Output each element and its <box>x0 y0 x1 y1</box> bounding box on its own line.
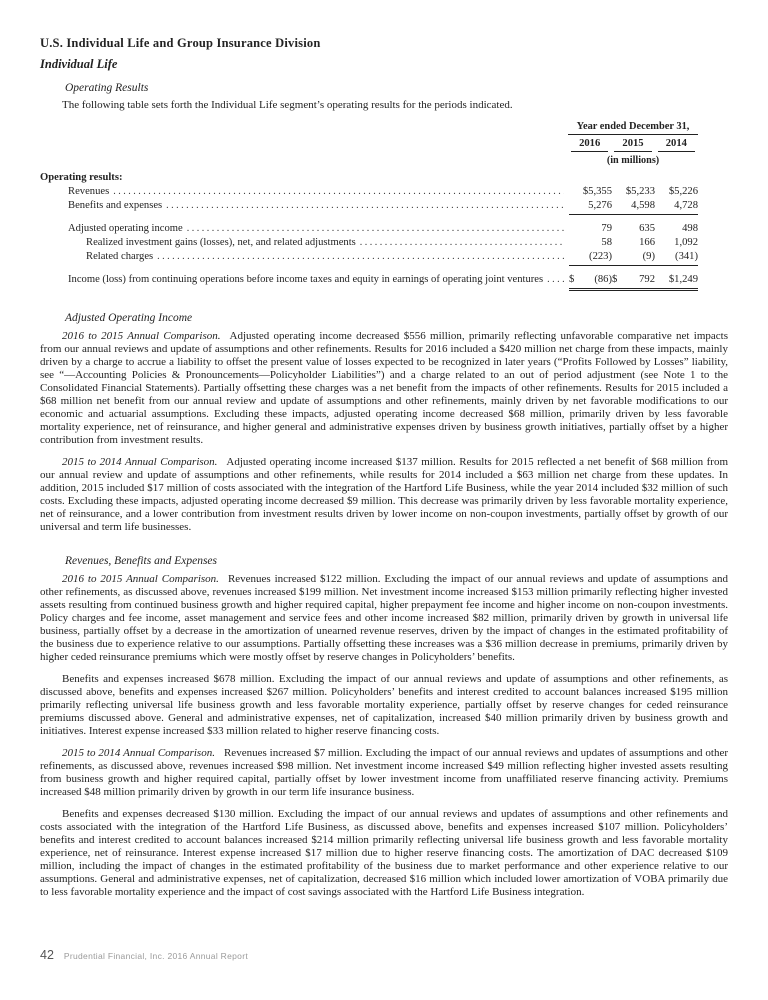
table-row <box>40 199 728 215</box>
row-value: $1,249 <box>655 273 698 291</box>
table-units-label: (in millions) <box>606 155 660 166</box>
row-value: (9) <box>612 250 655 266</box>
paragraph: 2015 to 2014 Annual Comparison. Revenues increased $7 million. Excluding the impact of our annual reviews and updates of assumptions and other refinements, as discussed above, revenues increased $98 million. Net investment income increased $49 million reflecting higher invested assets resulting from business growth and higher required capital, partially offset by lower investment income from unaffiliated reserve financing activity. Premiums increased $48 million primarily driven by growth in our term life insurance business. <box>40 747 728 798</box>
value-number: 792 <box>639 274 655 285</box>
dot-leader <box>360 236 564 249</box>
row-label <box>40 199 569 212</box>
row-label-text: Adjusted operating income <box>68 223 183 234</box>
comparison-lead-in: 2016 to 2015 Annual Comparison. <box>62 330 221 342</box>
comparison-lead-in: 2015 to 2014 Annual Comparison. <box>62 456 218 468</box>
value-number: (86) <box>594 274 612 285</box>
row-value: 498 <box>682 223 698 234</box>
table-section-label: Operating results: <box>40 172 123 183</box>
row-label-text: Related charges <box>86 251 154 262</box>
division-title: U.S. Individual Life and Group Insurance Division <box>40 36 321 50</box>
row-value: 4,598 <box>612 199 655 215</box>
paragraph: 2015 to 2014 Annual Comparison. Adjusted operating income increased $137 million. Results for 2015 reflected a net benefit of $68 million from our annual review and update of assumptions and other refinements, while results for 2014 included a $63 million net charge from these updates. In addition, 2015 included $17 million of costs associated with the integration of the Hartford Life Business, while the year 2014 included $32 million of such costs. Excluding these impacts, adjusted operating income decreased $9 million. This decrease was primarily driven by less favorable mortality experience, net of reinsurance, and a lower contribution from investment results driven by lower income on non-coupon investments, partially offset by growth of our universal and term life businesses. <box>40 456 729 533</box>
row-value <box>569 273 612 291</box>
table-header-group <box>568 120 698 167</box>
row-value: $5,226 <box>668 186 698 197</box>
row-value: 5,276 <box>569 199 612 215</box>
row-label-text: Realized investment gains (losses), net, and related adjustments <box>86 237 356 248</box>
table-row <box>40 273 728 291</box>
section-heading: Adjusted Operating Income <box>65 312 193 324</box>
row-label-text: Revenues <box>68 186 110 197</box>
row-value: (223) <box>569 250 612 266</box>
dot-leader <box>187 222 564 235</box>
table-row <box>40 222 728 235</box>
dot-leader <box>157 250 564 263</box>
comparison-lead-in: 2015 to 2014 Annual Comparison. <box>62 747 215 759</box>
table-year-header: 2015 <box>614 137 651 152</box>
row-value: 166 <box>639 237 655 248</box>
row-label <box>40 222 569 235</box>
table-row <box>40 250 728 266</box>
row-value: 1,092 <box>674 237 698 248</box>
dot-leader <box>166 199 564 212</box>
segment-title: Individual Life <box>40 57 118 71</box>
dot-leader <box>547 273 564 286</box>
row-value: (341) <box>655 250 698 266</box>
row-value: 58 <box>601 237 612 248</box>
paragraph: 2016 to 2015 Annual Comparison. Adjusted operating income decreased $556 million, primarily reflecting unfavorable comparative net impacts from our annual reviews and update of assumptions and other refinements. Results for 2016 included a $420 million net charge from these impacts, mainly driven by a charge to accrue a liability to offset the present value of losses expected to be recognized in later years (“Profits Followed by Losses” liability, see “—Accounting Policies & Pronouncements—Policyholder Liabilities”) and a charge related to an out of period adjustment (see Note 1 to the Consolidated Financial Statements). Partially offsetting these charges was a net benefit from the impacts of other refinements. Results for 2015 included a $68 million net benefit from our annual review and update of assumptions and other refinements, mainly driven by net favorable modifications to our economic and actuarial assumptions. Excluding these impacts, adjusted operating income decreased $68 million, primarily driven by less favorable mortality experience, net of reinsurance, and higher general and administrative expenses driven by business growth initiatives, partially offset by a higher contribution from investment results. <box>40 330 729 446</box>
paragraph: 2016 to 2015 Annual Comparison. Revenues increased $122 million. Excluding the impact of our annual reviews and update of assumptions and other refinements, as discussed above, revenues increased $199 million. Net investment income increased $153 million primarily reflecting higher invested assets resulting from continued business growth and higher required capital, higher prepayment fee income and higher income on non-coupon investments. Policy charges and fee income, asset management and service fees and other income increased $82 million, primarily driven by growth in universal life business, partially offset by a decrease in the amortization of unearned revenue reserves, driven by the impact of changes in the estimated profitability of the business due to experience relative to our assumptions. Partially offsetting these increases was a $36 million decrease in premiums, primarily driven by higher ceded reinsurance premiums which were mostly offset by reserve changes in Policyholders’ benefits. <box>40 573 729 663</box>
paragraph: Benefits and expenses decreased $130 million. Excluding the impact of our annual reviews and updates of assumptions and other refinements and costs associated with the integration of the Hartford Life Business, as discussed above, benefits and expenses increased $107 million. Policyholders’ benefits and interest credited to account balances increased $214 million primarily reflecting universal life business growth and less favorable mortality experience, net of reinsurance. Interest expense increased $17 million due to higher reserve financing costs. The amortization of DAC decreased $109 million, including the impact of changes in the estimated profitability of the business due to market performance and other experience relative to our assumptions. General and administrative expenses, net of capitalization, decreased $16 million which included lower amortization of VOBA primarily due to less favorable mortality experience and the impact of cost savings associated with the Hartford Life Business integration. <box>40 808 728 898</box>
paragraph: Benefits and expenses increased $678 million. Excluding the impact of our annual reviews and update of assumptions and other refinements, as discussed above, benefits and expenses increased $267 million. Policyholders’ benefits and interest credited to account balances increased $195 million primarily reflecting universal life business growth and less favorable mortality experience, partially offset by reserve changes for ceded reinsurance premiums discussed above. General and administrative expenses, net of capitalization, increased $40 million primarily driven by business growth and initiatives. Interest expense increased $33 million related to higher reserve financing costs. <box>40 673 728 737</box>
operating-results-table <box>40 120 728 291</box>
table-row <box>40 236 728 249</box>
table-year-headers <box>568 137 698 152</box>
row-label-text: Income (loss) from continuing operations before income taxes and equity in earnings of operating joint ventures <box>68 274 544 285</box>
table-row <box>40 185 728 198</box>
comparison-lead-in: 2016 to 2015 Annual Comparison. <box>62 573 219 585</box>
currency-symbol: $ <box>612 274 618 285</box>
operating-results-heading: Operating Results <box>65 82 149 94</box>
row-label <box>40 236 569 249</box>
row-value: $5,233 <box>625 186 655 197</box>
dot-leader <box>113 185 564 198</box>
row-value: 635 <box>639 223 655 234</box>
body-sections <box>40 312 728 899</box>
section-heading: Revenues, Benefits and Expenses <box>65 555 217 567</box>
table-year-header: 2016 <box>571 137 608 152</box>
page-footer <box>40 948 728 962</box>
table-rows <box>40 185 728 291</box>
table-year-header: 2014 <box>658 137 695 152</box>
row-label-text: Benefits and expenses <box>68 200 163 211</box>
currency-symbol: $ <box>569 274 575 285</box>
page-number: 42 <box>40 948 54 962</box>
row-label <box>40 185 569 198</box>
row-value <box>612 273 655 291</box>
row-label <box>40 273 569 286</box>
row-label <box>40 250 569 263</box>
footer-report-title: Prudential Financial, Inc. 2016 Annual Report <box>63 951 248 961</box>
table-intro-text: The following table sets forth the Individual Life segment’s operating results for the periods indicated. <box>62 99 513 111</box>
row-value: $5,355 <box>582 186 612 197</box>
row-value: 4,728 <box>655 199 698 215</box>
row-value: 79 <box>601 223 612 234</box>
table-period-header: Year ended December 31, <box>568 120 698 135</box>
